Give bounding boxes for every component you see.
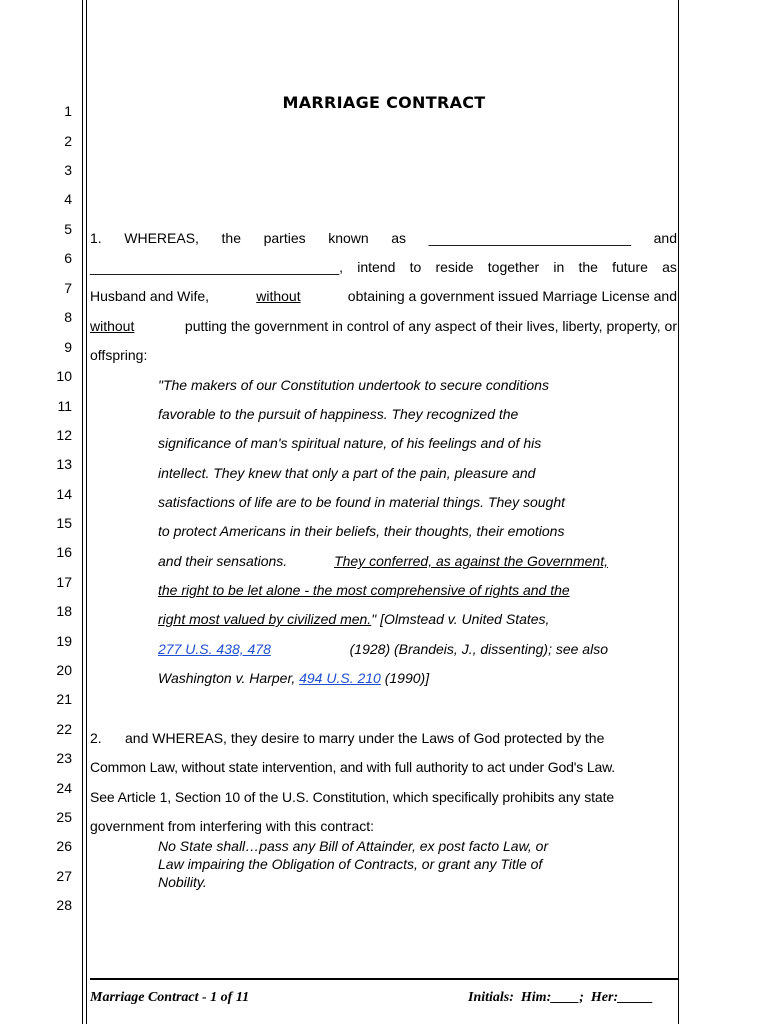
line-number: 15 (56, 515, 72, 531)
word: future (612, 259, 648, 275)
word: as (391, 230, 407, 246)
text-segment: Husband and Wife, (90, 288, 210, 304)
paragraph-1-line-2 (90, 257, 677, 277)
line-number: 17 (56, 574, 72, 590)
line-number: 4 (64, 191, 72, 207)
paragraph-1-line-1 (90, 228, 677, 248)
text-segment: (1928) (Brandeis, J., dissenting); see also (349, 641, 608, 657)
line-number: 21 (56, 691, 72, 707)
footer-initials: Initials: Him:____; Her:_____ (468, 990, 654, 1005)
quote-line (158, 551, 608, 571)
line-number: 26 (56, 838, 72, 854)
line-number: 27 (56, 868, 72, 884)
word: 1. (90, 230, 102, 246)
text-segment: (1990)] (384, 670, 430, 686)
line-number: 9 (64, 339, 72, 355)
quote-line-underlined: the right to be let alone - the most comprehensive of rights and the (158, 582, 570, 598)
left-margin-rule-outer (82, 0, 83, 1024)
paragraph-2-line-1: 2. and WHEREAS, they desire to marry under the Laws of God protected by the (90, 730, 605, 746)
document-title: MARRIAGE CONTRACT (282, 93, 486, 112)
word: reside (435, 259, 474, 275)
line-number: 28 (56, 897, 72, 913)
underlined-text: right most valued by civilized men. (158, 611, 372, 627)
line-number: 8 (64, 309, 72, 325)
left-margin-rule-inner (86, 0, 87, 1024)
text-segment: obtaining a government issued Marriage License and (347, 288, 677, 304)
word: the (221, 230, 241, 246)
line-number: 13 (56, 456, 72, 472)
quote-line: significance of man's spiritual nature, of his feelings and of his (158, 435, 542, 451)
line-number: 2 (64, 133, 72, 149)
word: WHEREAS, (124, 230, 199, 246)
emphasis-without: without (90, 318, 135, 334)
quote-line: satisfactions of life are to be found in material things. They sought (158, 494, 566, 510)
line-number: 5 (64, 221, 72, 237)
line-number: 11 (57, 398, 72, 414)
constitution-quote-line: Law impairing the Obligation of Contracts, or grant any Title of (158, 856, 543, 872)
line-number: 23 (56, 750, 72, 766)
constitution-quote-line: No State shall…pass any Bill of Attainder, ex post facto Law, or (158, 838, 549, 854)
text-segment: " [Olmstead v. United States, (371, 611, 550, 627)
line-number: 10 (56, 368, 72, 384)
word: parties (263, 230, 306, 246)
quote-line (158, 609, 608, 629)
text-segment: Washington v. Harper, (158, 670, 296, 686)
quote-line: to protect Americans in their beliefs, their thoughts, their emotions (158, 523, 565, 539)
text-segment: and their sensations. (158, 553, 288, 569)
line-number: 22 (56, 721, 72, 737)
word: __________________________ (428, 230, 632, 246)
paragraph-2-line-2: Common Law, without state intervention, and with full authority to act under God's Law. (90, 759, 616, 775)
paragraph-2-line-3: See Article 1, Section 10 of the U.S. Constitution, which specifically prohibits any state (90, 789, 615, 805)
quote-line: favorable to the pursuit of happiness. They recognized the (158, 406, 519, 422)
word: to (409, 259, 422, 275)
citation-link-494-us-210[interactable]: 494 U.S. 210 (299, 670, 381, 686)
line-number: 14 (56, 486, 72, 502)
paragraph-1-line-3 (90, 286, 677, 306)
line-number: 18 (56, 603, 72, 619)
word: known (328, 230, 369, 246)
footer-rule (90, 978, 678, 980)
footer-page-label: Marriage Contract - 1 of 11 (90, 990, 250, 1005)
word: together (487, 259, 540, 275)
line-number: 6 (64, 250, 72, 266)
line-number: 1 (64, 103, 72, 119)
line-number: 16 (56, 544, 72, 560)
quote-line: "The makers of our Constitution undertook to secure conditions (158, 377, 549, 393)
quote-line (158, 639, 608, 659)
text-segment: putting the government in control of any aspect of their lives, liberty, property, or (184, 318, 677, 334)
line-number: 7 (64, 280, 72, 296)
right-margin-rule (678, 0, 679, 1024)
quote-line: intellect. They knew that only a part of the pain, pleasure and (158, 465, 536, 481)
paragraph-1-line-4 (90, 316, 677, 336)
citation-link-277-us-438[interactable]: 277 U.S. 438, 478 (158, 641, 271, 657)
quote-line (158, 668, 608, 688)
line-number: 25 (56, 809, 72, 825)
underlined-text: They conferred, as against the Government, (334, 553, 608, 569)
line-number: 3 (64, 162, 72, 178)
line-number: 24 (56, 780, 72, 796)
word: and (653, 230, 677, 246)
word: intend (357, 259, 396, 275)
line-number: 19 (56, 633, 72, 649)
word: as (662, 259, 677, 275)
emphasis-without: without (256, 288, 301, 304)
paragraph-2-line-4: government from interfering with this contract: (90, 818, 375, 834)
line-number: 12 (56, 427, 72, 443)
line-number: 20 (56, 662, 72, 678)
word: in (553, 259, 565, 275)
constitution-quote-line: Nobility. (158, 874, 207, 890)
word: ________________________________, (90, 259, 344, 275)
paragraph-1-line-5: offspring: (90, 347, 148, 363)
word: the (578, 259, 598, 275)
